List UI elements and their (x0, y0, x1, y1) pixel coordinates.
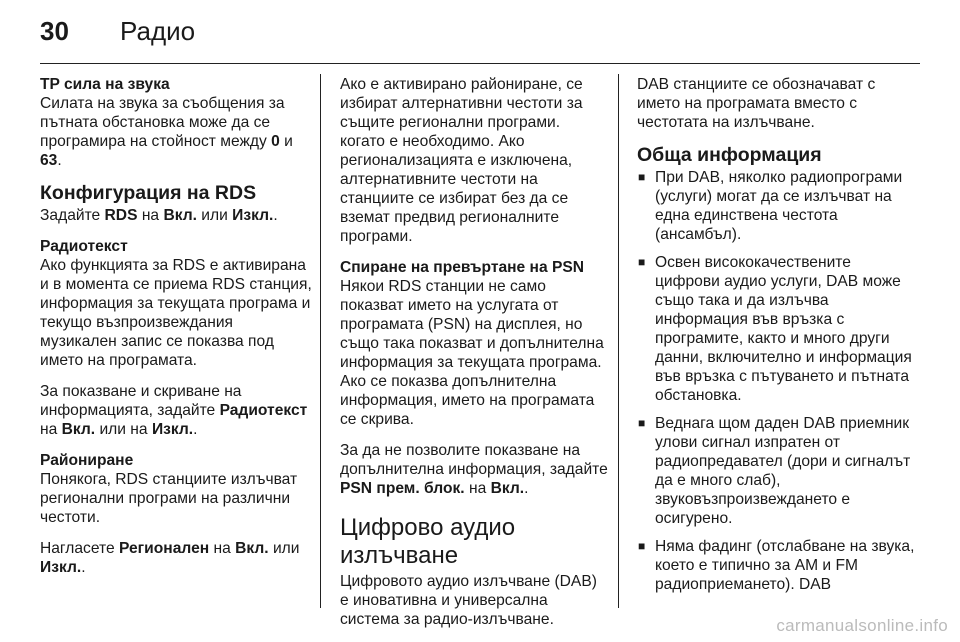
rds-config-heading: Конфигурация на RDS (40, 182, 257, 204)
list-item: ■ Веднага щом даден DAB приемник улови сигнал изпратен от радиопредавател (дори и сигналът да е много слаб), звуковъзпроизвеждането е осигурено. (638, 415, 911, 527)
page-header (40, 16, 195, 52)
rds-config-text: Задайте RDS на Вкл. или Изкл.. (40, 207, 278, 224)
column-divider-2 (618, 74, 619, 608)
regional-paragraph-3: Ако е активирано райониране, се избират алтернативни честоти за същите регионални програми. когато е необходимо. Ако регионализацията е изключена, алтернативните честоти на станциите се избират без да се вземат предвид регионалните програми. (340, 76, 583, 245)
general-info-heading: Обща информация (637, 144, 822, 166)
radiotext-paragraph-1: Ако функцията за RDS е активирана и в момента се приема RDS станция, информация за текущата програма и текущо възпроизвеждания музикален запис се показва под името на програмата. (40, 257, 312, 369)
header-rule (40, 63, 920, 64)
tp-volume-text: Силата на звука за съобщения за пътната обстановка може да се програмира на стойност между 0 и 63. (40, 95, 293, 169)
page-number: 30 (40, 16, 69, 46)
general-info-list (637, 168, 920, 594)
radiotext-paragraph-2: За показване и скриване на информацията, задайте Радиотекст на Вкл. или на Изкл.. (40, 383, 308, 438)
psn-heading: Спиране на превъртане на PSN (340, 259, 585, 276)
tp-volume-heading: TP сила на звука (40, 76, 170, 93)
column-3 (637, 75, 920, 603)
column-divider-1 (320, 74, 321, 608)
psn-paragraph-2: За да не позволите показване на допълнителна информация, задайте PSN прем. блок. на Вкл.. (340, 442, 608, 497)
regional-heading: Райониране (40, 452, 134, 469)
section-title: Радио (120, 16, 196, 46)
bullet-icon: ■ (638, 539, 646, 553)
list-item: ■ При DAB, няколко радиопрограми (услуги) могат да се излъчват на една единствена честота (ансамбъл). (638, 169, 903, 243)
psn-paragraph-1: Някои RDS станции не само показват името на услугата от програмата (PSN) на дисплея, но също така показват и допълнителна информация за текущата програма. Ако се показва допълнителна информация, името на програмата се скрива. (340, 278, 604, 428)
list-item: ■ Освен висококачествените цифрови аудио услуги, DAB може също така и да излъчва информация във връзка с програмите, както и много други данни, включително и информация във връзка с пътуването и пътната обстановка. (638, 254, 912, 404)
dab-heading: Цифрово аудио излъчване (340, 514, 516, 569)
column-2 (340, 75, 608, 641)
bullet-icon: ■ (638, 170, 646, 184)
bullet-icon: ■ (638, 255, 646, 269)
dab-paragraph-2: DAB станциите се обозначават с името на програмата вместо с честотата на излъчване. (637, 76, 876, 131)
dab-paragraph-1: Цифровото аудио излъчване (DAB) е иновативна и универсална система за радио-излъчване. (340, 573, 597, 628)
watermark: carmanualsonline.info (776, 616, 948, 635)
list-item: ■ Няма фадинг (отслабване на звука, което е типично за AM и FM радиоприемането). DAB (638, 538, 915, 593)
regional-paragraph-1: Понякога, RDS станциите излъчват регионални програми на различни честоти. (40, 471, 298, 526)
column-1 (40, 75, 312, 589)
bullet-icon: ■ (638, 416, 646, 430)
regional-paragraph-2: Нагласете Регионален на Вкл. или Изкл.. (40, 540, 300, 576)
radiotext-heading: Радиотекст (40, 238, 128, 255)
